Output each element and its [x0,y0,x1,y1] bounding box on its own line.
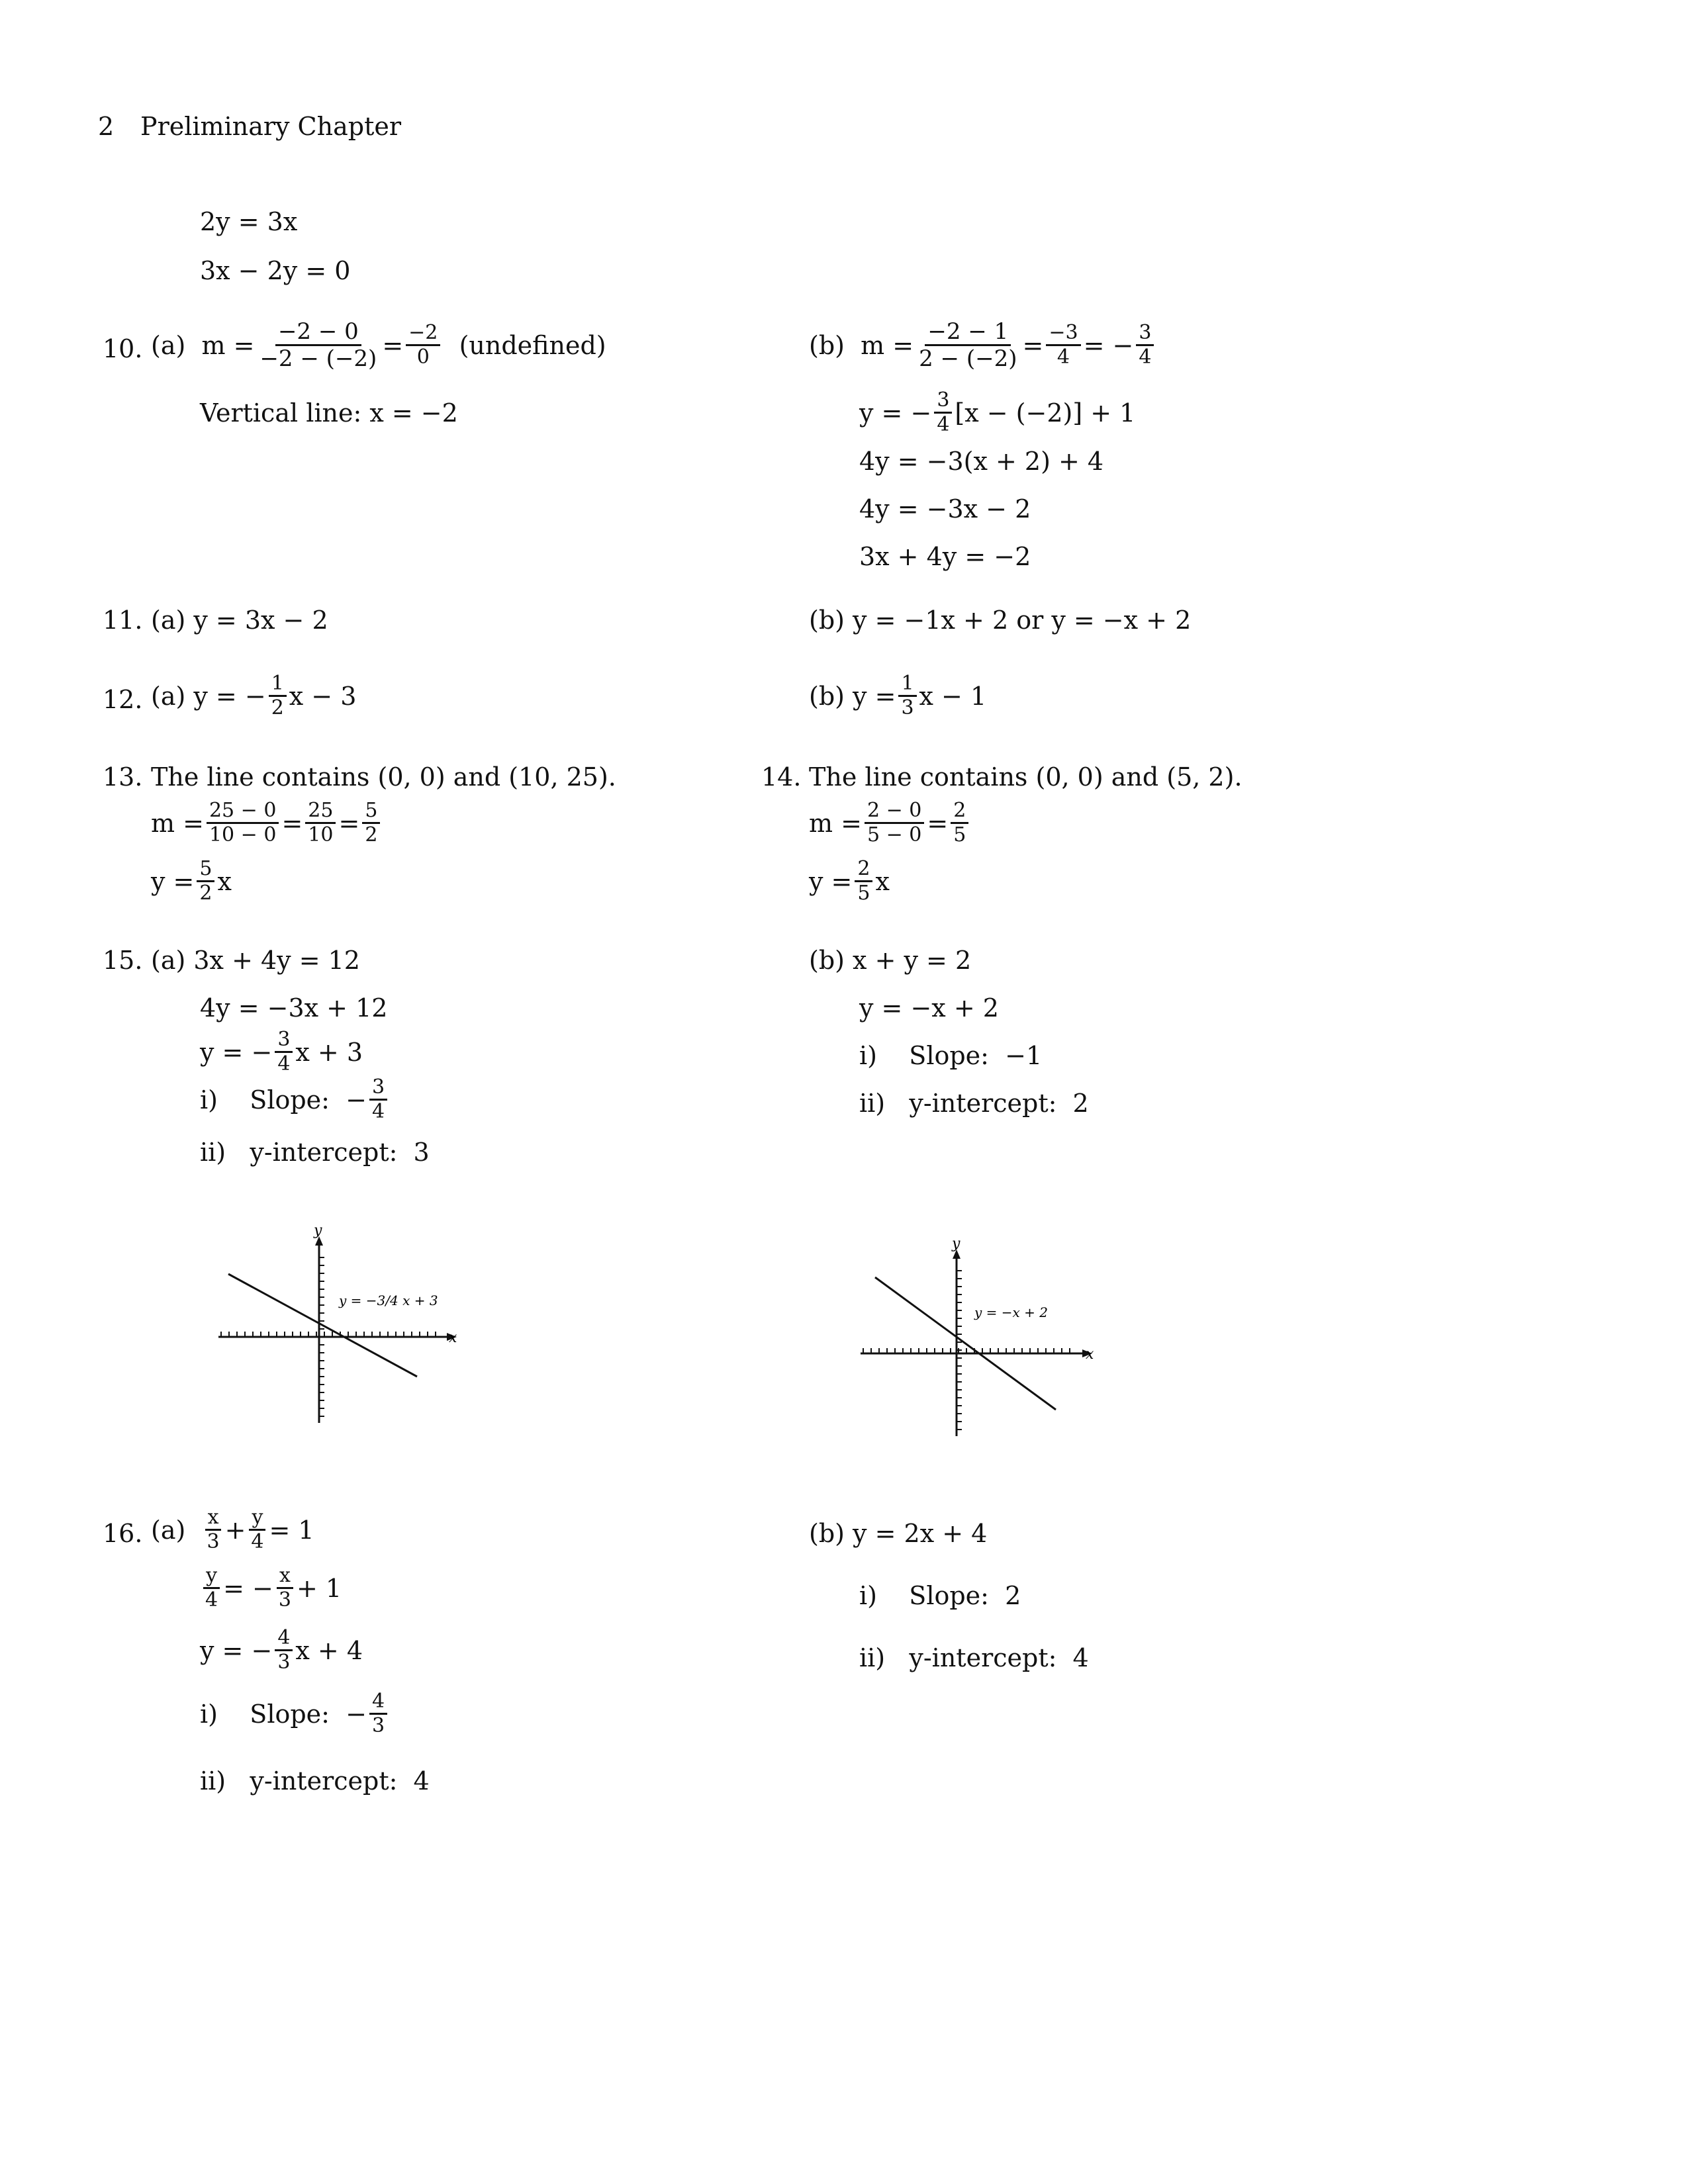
numerator: y [249,1508,265,1531]
problem-12a [151,674,356,718]
text: i) Slope: − [200,1085,367,1115]
text: [x − (−2)] + 1 [955,398,1136,428]
denominator: 4 [277,1052,291,1075]
denominator: 10 [308,823,334,846]
denominator: 5 [953,823,966,846]
numerator: −2 − 1 [925,320,1011,346]
problem-13-slope [151,801,383,845]
problem-16b-intercept: ii) y-intercept: 4 [859,1643,1089,1672]
text: y = − [200,1037,273,1067]
x-axis-label: x [449,1330,457,1346]
y-axis-label: y [314,1222,322,1239]
problem-10a-line2: Vertical line: x = −2 [200,398,458,428]
fraction [257,320,379,370]
part-label: (a) [151,330,186,360]
fraction [362,801,380,845]
denominator: 4 [251,1530,264,1553]
text: x + 3 [295,1037,363,1067]
problem-16b-slope: i) Slope: 2 [859,1581,1021,1610]
fraction [207,801,279,845]
problem-16b-line1: (b) y = 2x + 4 [809,1519,988,1548]
graph-label: y = −x + 2 [974,1304,1049,1320]
text: (b) y = [809,681,896,711]
chapter-title: Preliminary Chapter [140,112,402,141]
problem-13-equation [151,859,232,903]
denominator: 3 [278,1588,291,1612]
fraction [916,320,1019,370]
fraction [898,674,916,718]
problem-10b-line4: 4y = −3x − 2 [859,494,1031,523]
text: x − 1 [919,681,987,711]
carry-line-2: 3x − 2y = 0 [200,256,351,285]
text: x − 3 [289,681,357,711]
problem-16a-intercept: ii) y-intercept: 4 [200,1766,430,1796]
y-axis-label: y [952,1236,961,1252]
equals: = [382,330,404,360]
problem-15-number: 15. [103,946,143,975]
problem-11-number: 11. [103,606,143,635]
numerator: 2 − 0 [865,801,924,824]
denominator: 4 [1139,345,1152,369]
note: (undefined) [459,330,606,360]
denominator: 4 [937,413,950,436]
plot-line [875,1277,1056,1410]
numerator: 3 [934,390,952,414]
problem-12-number: 12. [103,685,143,714]
denominator: 3 [277,1651,291,1674]
text: (a) y = − [151,681,266,711]
text: = 1 [269,1515,314,1545]
text: y = − [859,398,932,428]
carry-line-1: 2y = 3x [200,207,298,236]
problem-15b-slope: i) Slope: −1 [859,1041,1043,1070]
problem-11b: (b) y = −1x + 2 or y = −x + 2 [809,606,1192,635]
slope-symbol: m = [201,330,255,360]
numerator: 3 [1136,323,1154,346]
numerator: y [203,1566,220,1589]
fraction [1046,323,1080,367]
text: x [875,866,890,896]
problem-15a-line2: 4y = −3x + 12 [200,993,388,1023]
equals: = [927,808,949,838]
fraction [204,1508,222,1552]
problem-13-number: 13. [103,762,143,792]
denominator: 10 − 0 [209,823,277,846]
text: m = [809,808,862,838]
problem-15a-intercept: ii) y-intercept: 3 [200,1138,430,1167]
numerator: 25 − 0 [207,801,279,824]
equals: = [338,808,360,838]
fraction [951,801,968,845]
equals: = [1022,330,1044,360]
numerator: −2 − 0 [275,320,361,346]
denominator: 3 [901,696,914,719]
problem-10b-line3: 4y = −3(x + 2) + 4 [859,447,1104,476]
numerator: −2 [406,323,440,346]
problem-16a-line2 [200,1566,342,1610]
problem-14-line1: The line contains (0, 0) and (5, 2). [809,762,1243,792]
denominator: 0 [416,345,430,369]
problem-14-slope [809,801,971,845]
part-label: (b) [809,330,845,360]
problem-15a-line1: (a) 3x + 4y = 12 [151,946,360,975]
numerator: 25 [305,801,336,824]
numerator: 2 [855,859,872,882]
fraction [203,1566,220,1610]
denominator: 5 [857,882,870,905]
problem-16a-line3 [200,1628,363,1672]
text: y = [151,866,195,896]
numerator: 1 [269,674,287,697]
part-label: (a) [151,1515,186,1545]
text: y = − [200,1635,273,1665]
denominator: −2 − (−2) [259,345,377,372]
text: = − [223,1573,273,1603]
problem-16-number: 16. [103,1519,143,1548]
slope-symbol: m = [861,330,914,360]
denominator: 2 [199,882,212,905]
fraction [269,674,287,718]
fraction [855,859,872,903]
denominator: 4 [205,1588,218,1612]
fraction [369,1077,387,1122]
numerator: 2 [951,801,968,824]
fraction [305,801,336,845]
text: + [224,1515,246,1545]
fraction [275,1628,293,1672]
problem-14-equation [809,859,890,903]
denominator: 3 [371,1714,385,1737]
problem-13-line1: The line contains (0, 0) and (10, 25). [151,762,616,792]
problem-15a-slope [200,1077,390,1122]
problem-16a-line1 [151,1508,314,1552]
denominator: 5 − 0 [867,823,922,846]
problem-10a-equation [151,320,606,370]
fraction [865,801,924,845]
numerator: x [205,1508,222,1531]
numerator: 4 [275,1628,293,1651]
problem-15b-intercept: ii) y-intercept: 2 [859,1089,1089,1118]
numerator: 5 [362,801,380,824]
problem-15b-line1: (b) x + y = 2 [809,946,972,975]
denominator: 2 − (−2) [919,345,1017,372]
problem-10b-equation [809,320,1156,370]
x-axis-label: x [1086,1346,1094,1363]
fraction [934,390,952,435]
text: i) Slope: − [200,1699,367,1729]
numerator: 3 [369,1077,387,1101]
problem-15b-line2: y = −x + 2 [859,993,999,1023]
numerator: 1 [898,674,916,697]
fraction [406,323,440,367]
equals: = − [1083,330,1134,360]
denominator: 2 [365,823,378,846]
denominator: 4 [371,1100,385,1123]
text: y = [809,866,853,896]
denominator: 2 [271,696,284,719]
problem-10-number: 10. [103,334,143,363]
graph-15a [212,1222,463,1430]
numerator: x [277,1566,293,1589]
text: x + 4 [295,1635,363,1665]
denominator: 4 [1056,345,1070,369]
text: m = [151,808,204,838]
problem-15a-line3 [200,1030,363,1074]
numerator: 4 [369,1692,387,1715]
text: + 1 [296,1573,342,1603]
problem-14-number: 14. [761,762,802,792]
problem-10b-line5: 3x + 4y = −2 [859,542,1031,571]
numerator: 5 [197,859,214,882]
equals: = [281,808,303,838]
page-number: 2 [98,112,115,141]
problem-11a: (a) y = 3x − 2 [151,606,328,635]
problem-10b-line2 [859,390,1135,435]
fraction [276,1566,294,1610]
problem-12b [809,674,986,718]
numerator: −3 [1046,323,1080,346]
problem-16a-slope [200,1692,390,1736]
text: x [217,866,232,896]
fraction [197,859,214,903]
denominator: 3 [207,1530,220,1553]
graph-label: y = −3/4 x + 3 [339,1293,438,1308]
fraction [369,1692,387,1736]
numerator: 3 [275,1030,293,1053]
fraction [275,1030,293,1074]
graph-15b [854,1236,1105,1443]
fraction [1136,323,1154,367]
fraction [248,1508,266,1552]
